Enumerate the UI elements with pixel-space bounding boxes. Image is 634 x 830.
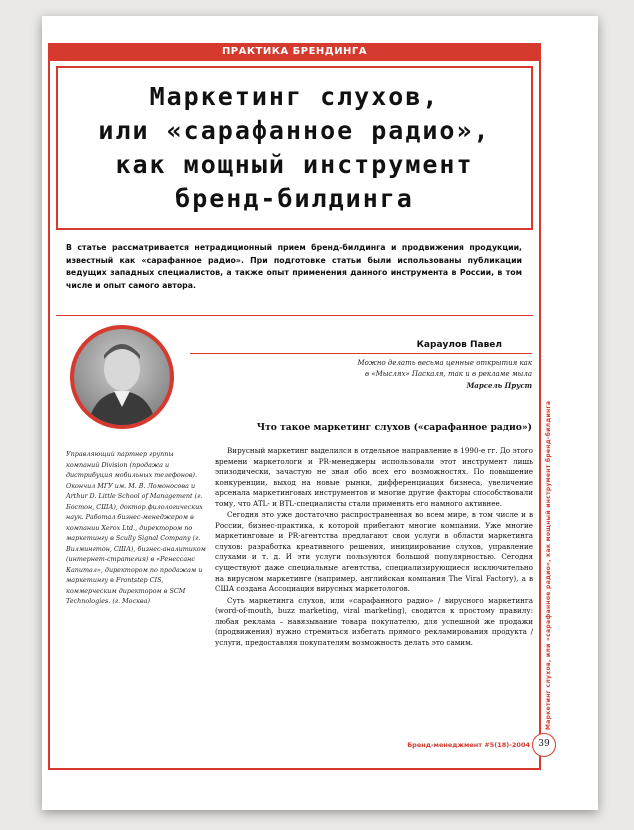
footer-issue: Бренд-менеджмент #5(18)-2004 bbox=[407, 741, 530, 749]
body-paragraph-2: Сегодня это уже достаточно распространенная во всем мире, в том числе и в России, бизнес-практика, к которой прибегают многие компании. Уже многие маркетинговые и PR-агентства предлагают свои услуги в области маркетинга слухов: разработка креативного решения, инициирование слухов, управление слухами и т. д. И эти услуги пользуются большой популярностью. Сегодня существуют даже специальные агентства, специализирующиеся исключительно на вирусном маркетинге (например, английская компания The Viral Factory), а в США создана Ассоциация вирусных маркетологов. bbox=[215, 510, 533, 594]
lead-paragraph: В статье рассматривается нетрадиционный прием бренд-билдинга и продвижения продукции, известный как «сарафанное радио». При подготовке статьи были использованы публикации ведущих западных специалистов, а также опыт применения данного инструмента в России, в том числе и опыт самого автора. bbox=[66, 243, 522, 290]
article-body bbox=[215, 446, 533, 649]
body-paragraph-3: Суть маркетинга слухов, или «сарафанного радио» / вирусного маркетинга (word-of-mouth, buzz marketing, viral marketing), сводится к простому правилу: любая реклама – навязывание товара покупателю, для успешной же продажи (продвижения) нужно стремиться избегать прямого рекламирования продукта / услуги, предоставляя покупателям возможность делать это самим. bbox=[215, 595, 533, 647]
title-line-3: как мощный инструмент bbox=[115, 150, 474, 179]
title-line-1: Маркетинг слухов, bbox=[149, 82, 440, 111]
author-bio: Управляющий партнер группы компаний Division (продажа и дистрибуция мобильных телефонов). Окончил МГУ им. М. В. Ломоносова и Arthur D. Little School of Management (г. Бостон, США), доктор филологических наук. Работал бизнес-менеджером в компании Xerox Ltd., директором по маркетингу в Scully Signal Company (г. Вилмингтон, США), бизнес-аналитиком (интернет-стратегия) в «Ренессанс Капитал», директором по продажам и маркетингу в Frontstep CIS, коммерческим директором в SCM Technologies. (г. Москва) bbox=[66, 450, 206, 605]
title-line-2: или «сарафанное радио», bbox=[98, 116, 491, 145]
section-subheading: Что такое маркетинг слухов («сарафанное радио») bbox=[256, 422, 532, 433]
epigraph-line-2: в «Мыслях» Паскаля, так и в рекламе мыла bbox=[364, 370, 532, 378]
title-line-4: бренд-билдинга bbox=[175, 184, 414, 213]
epigraph bbox=[270, 358, 532, 391]
body-paragraph-1: Вирусный маркетинг выделился в отдельное направление в 1990-е гг. До этого времени маркетологи и PR-менеджеры использовали этот инструмент лишь эпизодически, зачастую не зная обо всех его возможностях. По повышение конкуренции, выход на новые рынки, дифференциация бизнеса, увеличение арсенала маркетинговых инструментов и многие другие факторы способствовали тому, что ATL- и BTL-специалисты стали применять его намного активнее. bbox=[215, 446, 533, 508]
section-header: ПРАКТИКА БРЕНДИНГА bbox=[48, 43, 541, 61]
epigraph-line-1: Можно делать весьма ценные открытия как bbox=[357, 359, 532, 367]
page-number: 39 bbox=[532, 733, 556, 757]
title-box bbox=[56, 66, 533, 230]
divider bbox=[56, 315, 533, 316]
author-rule bbox=[190, 353, 532, 354]
side-running-head: Маркетинг слухов, или «сарафанное радио», как мощный инструмент бренд-билдинга bbox=[545, 400, 552, 730]
epigraph-attribution: Марсель Пруст bbox=[466, 381, 532, 390]
author-photo bbox=[70, 325, 174, 429]
author-name: Караулов Павел bbox=[416, 340, 502, 350]
